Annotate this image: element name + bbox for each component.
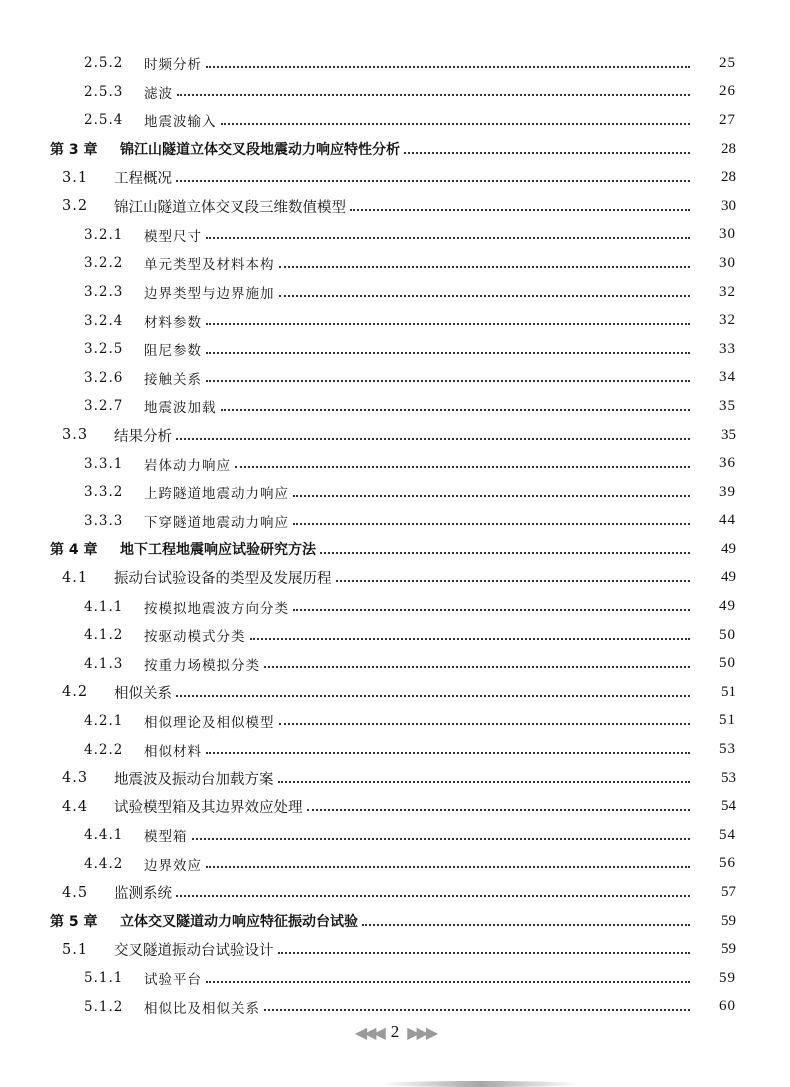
dot-leader	[264, 1008, 690, 1011]
toc-entry-sub	[0, 364, 790, 393]
toc-entry-page: 33	[719, 340, 736, 357]
dot-leader	[176, 179, 690, 182]
toc-entry-section	[0, 163, 790, 192]
toc-entry-chapter	[0, 535, 790, 564]
toc-entry-sub	[0, 478, 790, 507]
toc-entry-sub	[0, 449, 790, 478]
toc-entry-sub	[0, 278, 790, 307]
toc-entry-title: 接触关系	[144, 371, 202, 388]
toc-entry-section	[0, 421, 790, 450]
toc-entry-title: 按驱动模式分类	[144, 629, 246, 646]
dot-leader	[206, 236, 690, 239]
toc-entry-title: 材料参数	[144, 314, 202, 331]
dot-leader	[206, 865, 690, 868]
toc-entry-sub	[0, 735, 790, 764]
toc-entry-page: 59	[721, 941, 736, 958]
toc-entry-sub	[0, 49, 790, 78]
toc-entry-page: 32	[719, 283, 736, 300]
toc-entry-page: 32	[719, 312, 736, 329]
toc-entry-number: 5.1	[62, 941, 89, 958]
toc-entry-page: 54	[719, 826, 736, 843]
toc-entry-title: 试验平台	[144, 972, 202, 989]
toc-entry-section	[0, 792, 790, 821]
toc-entry-title: 阻尼参数	[144, 343, 202, 360]
dot-leader	[177, 93, 690, 96]
dot-leader	[250, 637, 691, 640]
toc-entry-number: 3.2.7	[84, 398, 124, 415]
toc-entry-title: 下穿隧道地震动力响应	[144, 514, 289, 531]
toc-entry-title: 模型尺寸	[144, 228, 202, 245]
toc-entry-page: 51	[719, 712, 736, 729]
toc-entry-number: 4.1.3	[84, 655, 124, 672]
toc-entry-number: 4.2.2	[84, 741, 124, 758]
dot-leader	[235, 465, 690, 468]
toc-entry-title: 时频分析	[144, 57, 202, 74]
toc-entry-section	[0, 678, 790, 707]
toc-entry-chapter	[0, 907, 790, 936]
toc-entry-sub	[0, 507, 790, 536]
toc-entry-page: 28	[721, 169, 736, 186]
toc-entry-sub	[0, 821, 790, 850]
toc-entry-page: 25	[719, 54, 736, 71]
toc-entry-number: 5.1.2	[84, 998, 124, 1015]
toc-entry-number: 4.2	[62, 684, 89, 701]
toc-entry-number: 4.4.1	[84, 827, 124, 844]
toc-entry-chapter	[0, 135, 790, 164]
dot-leader	[206, 351, 690, 354]
toc-entry-page: 49	[721, 569, 736, 586]
toc-entry-number: 4.4.2	[84, 855, 124, 872]
toc-entry-title: 按模拟地震波方向分类	[144, 600, 289, 617]
toc-entry-sub	[0, 850, 790, 879]
toc-entry-title: 地震波输入	[144, 114, 217, 131]
dot-leader	[279, 294, 691, 297]
toc-entry-sub	[0, 249, 790, 278]
toc-entry-number: 3.2.3	[84, 284, 124, 301]
page-footer	[0, 1022, 790, 1042]
toc-entry-number: 第 3 章	[50, 142, 98, 159]
toc-entry-number: 3.2.1	[84, 226, 124, 243]
toc-entry-number: 4.1.2	[84, 627, 124, 644]
toc-entry-title: 交叉隧道振动台试验设计	[114, 943, 274, 960]
toc-entry-title: 振动台试验设备的类型及发展历程	[114, 571, 332, 588]
toc-entry-section	[0, 878, 790, 907]
toc-entry-number: 2.5.3	[84, 83, 124, 100]
toc-entry-title: 锦江山隧道立体交叉段地震动力响应特性分析	[120, 142, 400, 159]
toc-entry-title: 模型箱	[144, 829, 188, 846]
toc-entry-number: 3.2.5	[84, 341, 124, 358]
toc-entry-sub	[0, 649, 790, 678]
toc-entry-page: 34	[719, 369, 736, 386]
dot-leader	[350, 208, 690, 211]
toc-entry-title: 监测系统	[114, 886, 172, 903]
dot-leader	[176, 437, 690, 440]
toc-entry-section	[0, 192, 790, 221]
dot-leader	[206, 379, 690, 382]
toc-entry-sub	[0, 964, 790, 993]
toc-entry-title: 岩体动力响应	[144, 457, 231, 474]
toc-entry-title: 相似材料	[144, 743, 202, 760]
toc-entry-number: 4.3	[62, 770, 89, 787]
toc-entry-page: 59	[719, 969, 736, 986]
dot-leader	[336, 579, 691, 582]
dot-leader	[278, 780, 691, 783]
toc-entry-title: 立体交叉隧道动力响应特征振动台试验	[120, 914, 358, 931]
toc-entry-number: 3.3.3	[84, 512, 124, 529]
toc-entry-title: 地震波及振动台加载方案	[114, 771, 274, 788]
dot-leader	[221, 408, 691, 411]
toc-entry-page: 50	[719, 655, 736, 672]
toc-entry-page: 49	[719, 598, 736, 615]
dot-leader	[192, 837, 691, 840]
toc-entry-page: 35	[721, 426, 736, 443]
toc-entry-page: 44	[719, 512, 736, 529]
toc-entry-number: 3.3	[62, 427, 89, 444]
toc-entry-number: 5.1.1	[84, 970, 124, 987]
toc-entry-page: 27	[719, 111, 736, 128]
toc-entry-title: 锦江山隧道立体交叉段三维数值模型	[114, 199, 346, 216]
dot-leader	[206, 65, 690, 68]
right-arrows-icon: ▶▶▶	[407, 1022, 436, 1042]
toc-entry-page: 53	[721, 769, 736, 786]
toc-entry-sub	[0, 592, 790, 621]
toc-entry-page: 59	[721, 912, 736, 929]
toc-entry-page: 57	[721, 884, 736, 901]
toc-entry-number: 4.5	[62, 884, 89, 901]
table-of-contents	[0, 49, 790, 1021]
toc-entry-page: 53	[719, 741, 736, 758]
dot-leader	[176, 894, 690, 897]
toc-entry-number: 4.1	[62, 569, 89, 586]
page-edge-shadow	[380, 1081, 580, 1087]
toc-entry-page: 30	[721, 197, 736, 214]
dot-leader	[293, 522, 690, 525]
toc-entry-page: 39	[719, 483, 736, 500]
toc-entry-number: 3.2	[62, 198, 89, 215]
toc-entry-sub	[0, 392, 790, 421]
toc-entry-number: 3.2.4	[84, 312, 124, 329]
toc-entry-number: 4.1.1	[84, 598, 124, 615]
toc-entry-page: 54	[721, 798, 736, 815]
toc-entry-title: 相似关系	[114, 685, 172, 702]
toc-entry-number: 3.3.1	[84, 455, 124, 472]
toc-entry-number: 3.3.2	[84, 484, 124, 501]
toc-entry-number: 2.5.2	[84, 55, 124, 72]
toc-entry-section	[0, 564, 790, 593]
toc-entry-number: 3.1	[62, 169, 89, 186]
toc-entry-page: 60	[719, 998, 736, 1015]
toc-entry-title: 试验模型箱及其边界效应处理	[114, 800, 303, 817]
toc-entry-page: 28	[721, 140, 736, 157]
toc-entry-page: 49	[721, 540, 736, 557]
toc-entry-page: 51	[721, 683, 736, 700]
page-number: 2	[390, 1022, 400, 1041]
dot-leader	[221, 122, 691, 125]
toc-entry-page: 35	[719, 397, 736, 414]
toc-entry-number: 第 5 章	[50, 914, 98, 931]
toc-entry-sub	[0, 335, 790, 364]
toc-entry-page: 56	[719, 855, 736, 872]
toc-entry-title: 单元类型及材料本构	[144, 257, 275, 274]
toc-entry-sub	[0, 993, 790, 1022]
toc-entry-sub	[0, 306, 790, 335]
toc-entry-page: 30	[719, 254, 736, 271]
dot-leader	[206, 751, 690, 754]
dot-leader	[293, 608, 690, 611]
toc-entry-number: 3.2.6	[84, 369, 124, 386]
toc-entry-title: 边界效应	[144, 857, 202, 874]
toc-entry-title: 上跨隧道地震动力响应	[144, 486, 289, 503]
toc-entry-section	[0, 764, 790, 793]
toc-entry-title: 相似比及相似关系	[144, 1000, 260, 1017]
toc-entry-number: 2.5.4	[84, 112, 124, 129]
dot-leader	[362, 923, 690, 926]
toc-entry-title: 地下工程地震响应试验研究方法	[120, 542, 316, 559]
toc-entry-sub	[0, 221, 790, 250]
dot-leader	[293, 494, 690, 497]
toc-entry-title: 工程概况	[114, 171, 172, 188]
toc-entry-number: 4.2.1	[84, 712, 124, 729]
dot-leader	[404, 151, 690, 154]
toc-entry-title: 滤波	[144, 85, 173, 102]
toc-entry-title: 相似理论及相似模型	[144, 714, 275, 731]
toc-entry-sub	[0, 707, 790, 736]
toc-entry-page: 50	[719, 626, 736, 643]
toc-entry-number: 第 4 章	[50, 542, 98, 559]
toc-entry-sub	[0, 621, 790, 650]
toc-entry-title: 结果分析	[114, 428, 172, 445]
toc-entry-sub	[0, 78, 790, 107]
dot-leader	[278, 951, 691, 954]
dot-leader	[279, 722, 691, 725]
toc-entry-title: 地震波加载	[144, 400, 217, 417]
dot-leader	[206, 980, 690, 983]
toc-entry-page: 36	[719, 455, 736, 472]
dot-leader	[279, 265, 691, 268]
dot-leader	[307, 808, 691, 811]
toc-entry-title: 边界类型与边界施加	[144, 286, 275, 303]
toc-entry-section	[0, 935, 790, 964]
left-arrows-icon: ◀◀◀	[354, 1022, 383, 1042]
toc-entry-number: 3.2.2	[84, 255, 124, 272]
dot-leader	[264, 665, 690, 668]
toc-entry-sub	[0, 106, 790, 135]
dot-leader	[206, 322, 690, 325]
toc-entry-title: 按重力场模拟分类	[144, 657, 260, 674]
toc-entry-page: 30	[719, 226, 736, 243]
dot-leader	[176, 694, 690, 697]
toc-entry-page: 26	[719, 83, 736, 100]
toc-entry-number: 4.4	[62, 798, 89, 815]
dot-leader	[320, 551, 690, 554]
